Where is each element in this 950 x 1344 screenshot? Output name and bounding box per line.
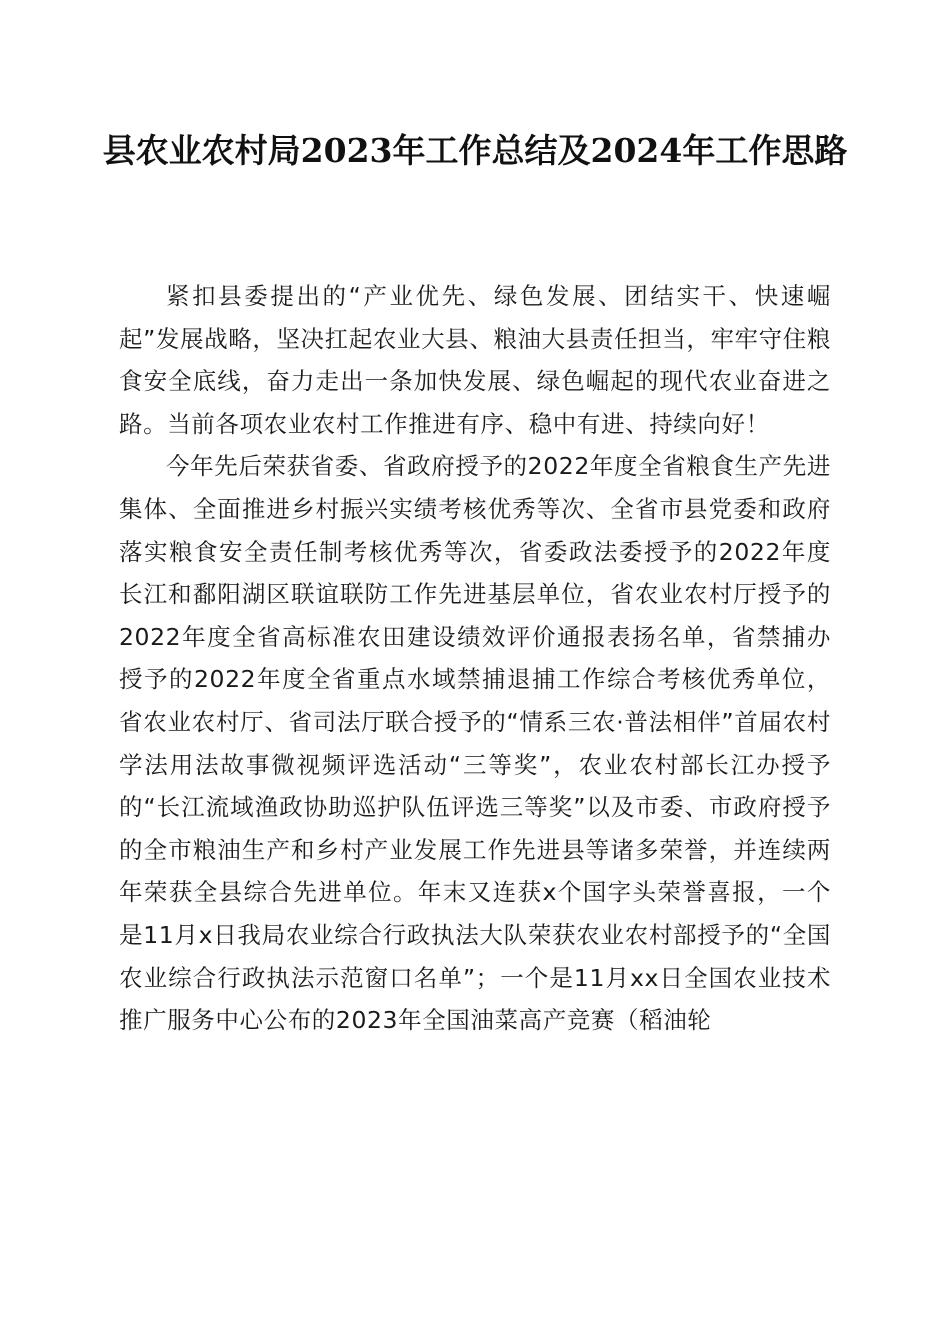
paragraph-intro: 紧扣县委提出的“产业优先、绿色发展、团结实干、快速崛起”发展战略，坚决扛起农业大县、粮油大县责任担当，牢牢守住粮食安全底线，奋力走出一条加快发展、绿色崛起的现代农业奋进之路。当前各项农业农村工作推进有序、稳中有进、持续向好！ <box>119 282 831 438</box>
document-title: 县农业农村局2023年工作总结及2024年工作思路 <box>102 131 848 170</box>
document-body <box>119 275 831 1042</box>
paragraph-honors: 今年先后荣获省委、省政府授予的2022年度全省粮食生产先进集体、全面推进乡村振兴实绩考核优秀等次、全省市县党委和政府落实粮食安全责任制考核优秀等次，省委政法委授予的2022年度长江和鄱阳湖区联谊联防工作先进基层单位，省农业农村厅授予的2022年度全省高标准农田建设绩效评价通报表扬名单，省禁捕办授予的2022年度全省重点水域禁捕退捕工作综合考核优秀单位，省农业农村厅、省司法厅联合授予的“情系三农·普法相伴”首届农村学法用法故事微视频评选活动“三等奖”，农业农村部长江办授予的“长江流域渔政协助巡护队伍评选三等奖”以及市委、市政府授予的全市粮油生产和乡村产业发展工作先进县等诸多荣誉，并连续两年荣获全县综合先进单位。年末又连获x个国字头荣誉喜报，一个是11月x日我局农业综合行政执法大队荣获农业农村部授予的“全国农业综合行政执法示范窗口名单”；一个是11月xx日全国农业技术推广服务中心公布的2023年全国油菜高产竞赛（稻油轮 <box>119 452 831 1035</box>
